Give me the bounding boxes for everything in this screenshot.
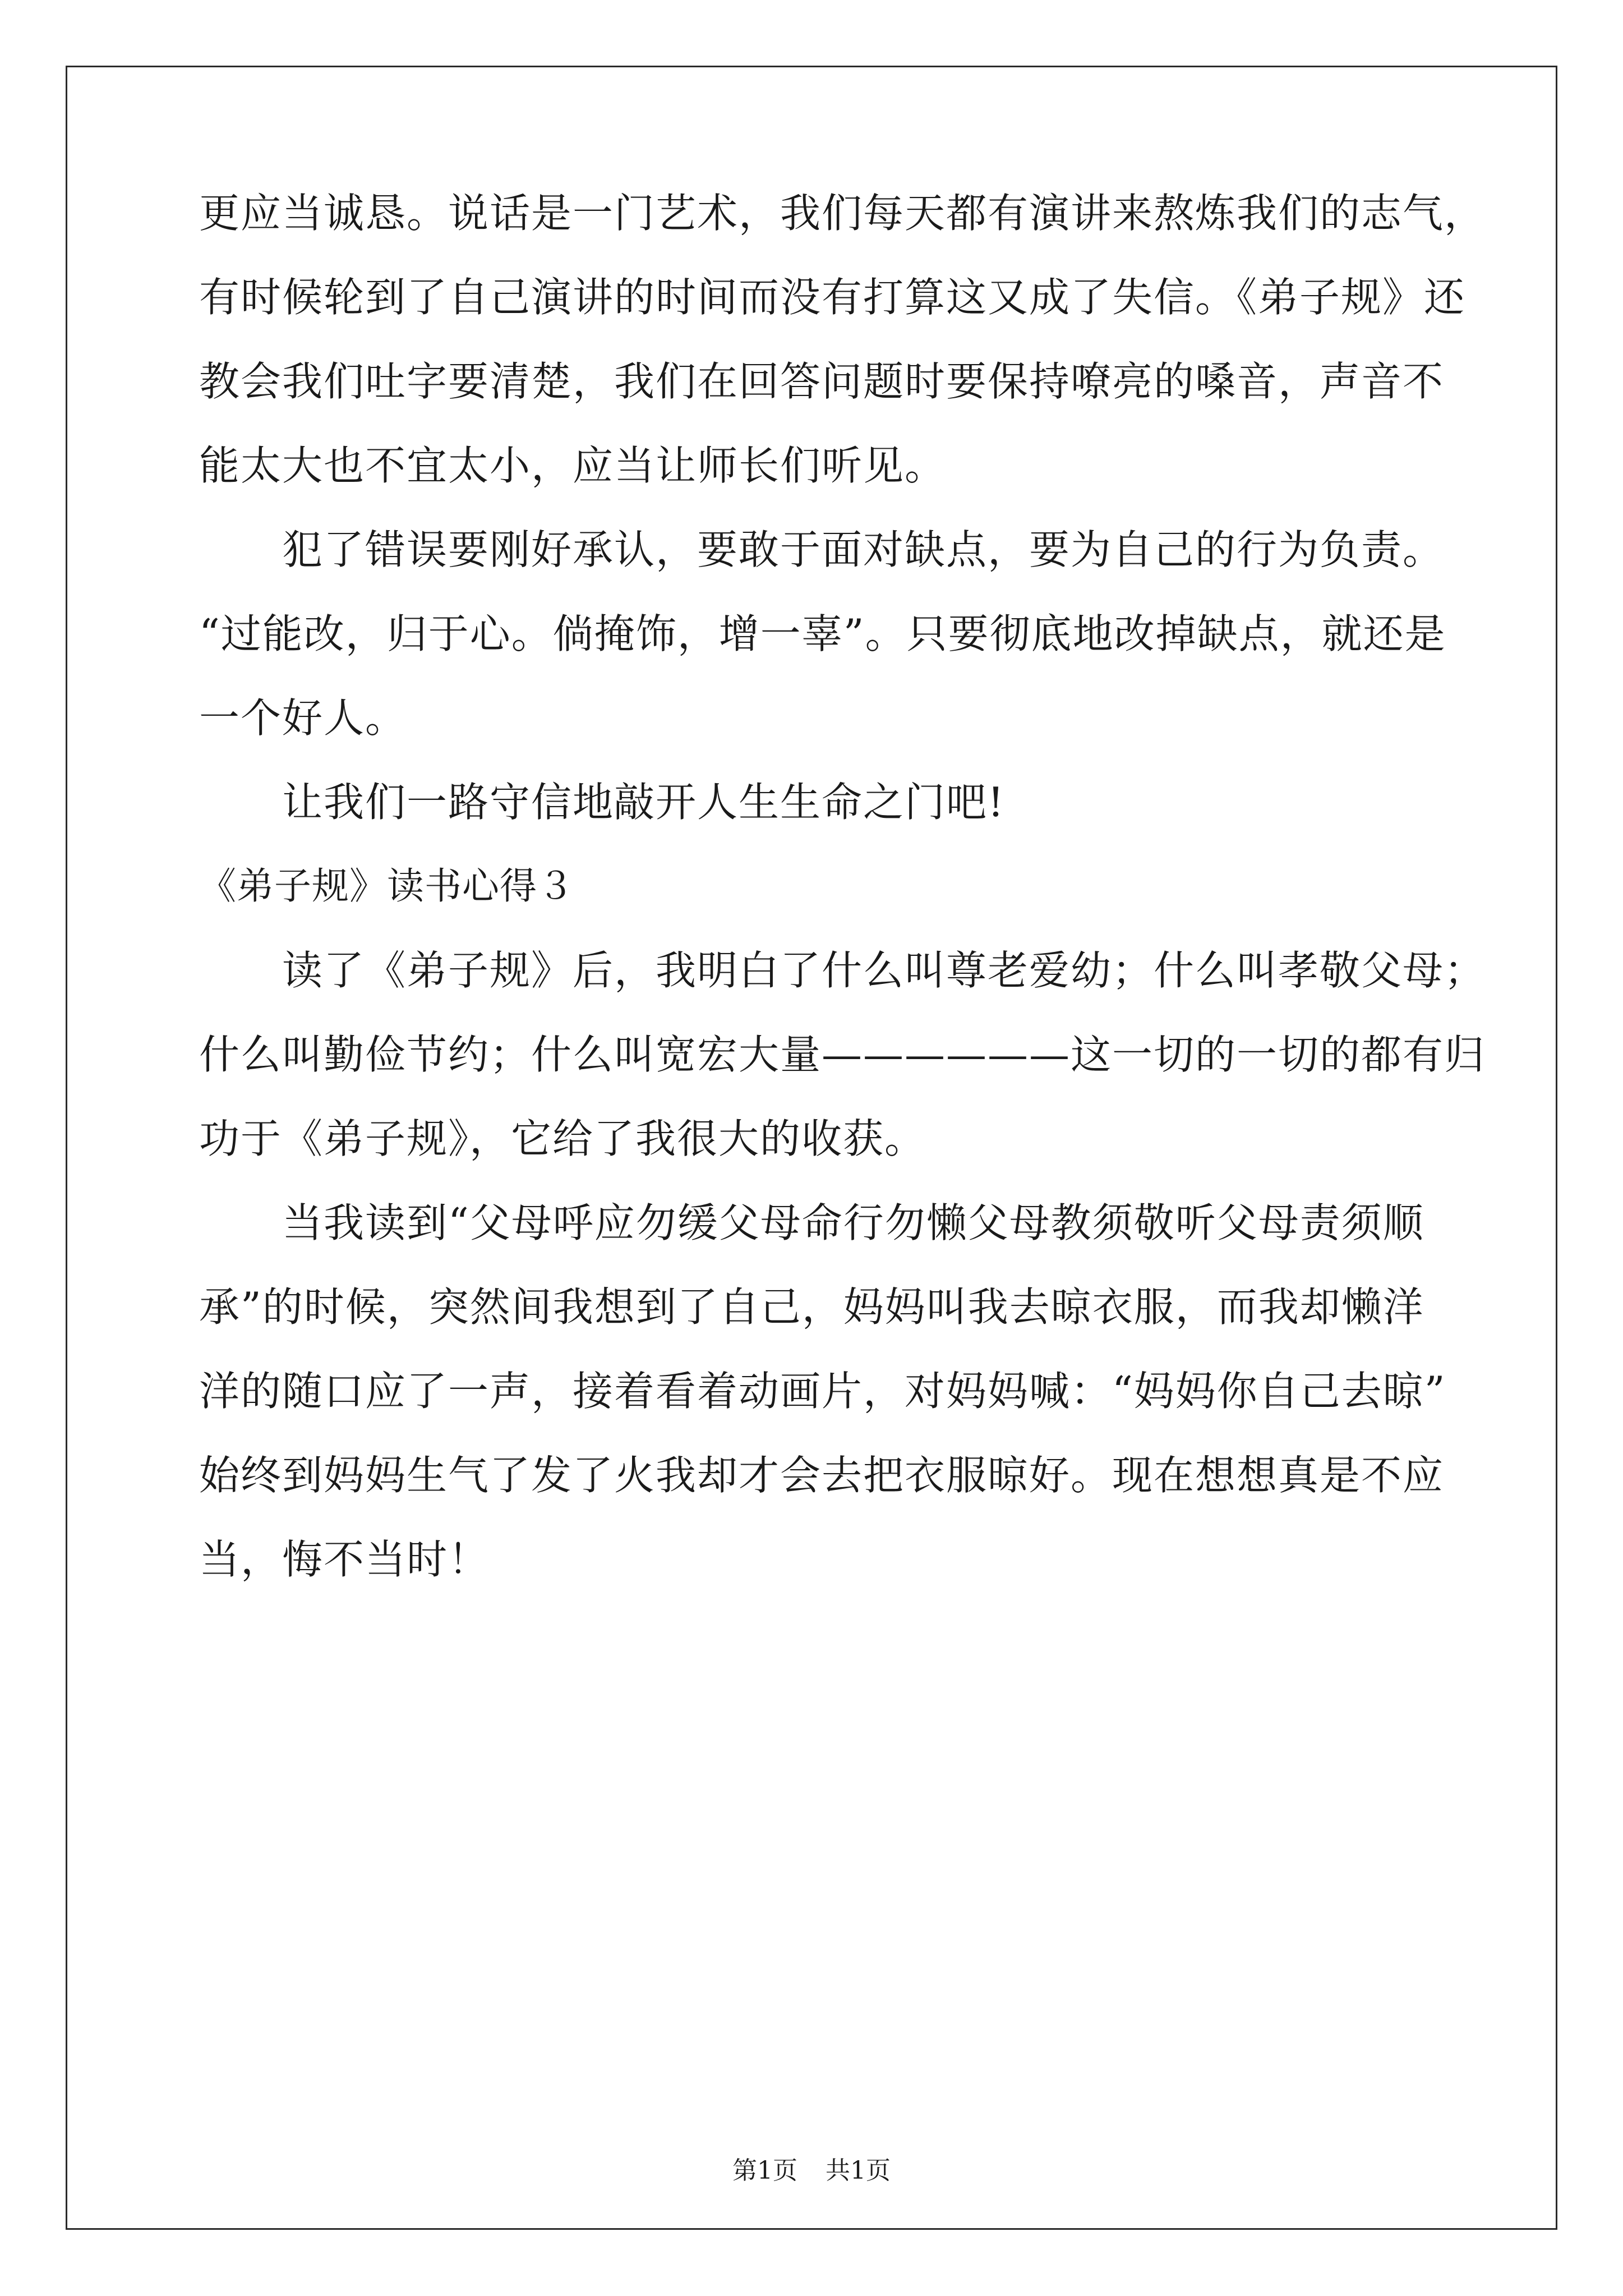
page-number: 第1页 [732, 2156, 797, 2185]
text-line: 有时候轮到了自己演讲的时间而没有打算这又成了失信。《弟子规》还 [199, 274, 1466, 321]
text-line: 教会我们吐字要清楚，我们在回答问题时要保持嘹亮的嗓音，声音不 [199, 358, 1445, 405]
text-line: “过能改，归于心。倘掩饰，增一辜”。只要彻底地改掉缺点，就还是 [199, 610, 1446, 657]
text-line: 当，悔不当时！ [199, 1536, 490, 1583]
text-line: 读了《弟子规》后，我明白了什么叫尊老爱幼；什么叫孝敬父母； [282, 947, 1486, 994]
text-line: 能太大也不宜太小，应当让师长们听见。 [199, 442, 947, 489]
text-line: 更应当诚恳。说话是一门艺术，我们每天都有演讲来熬炼我们的志气， [199, 190, 1486, 237]
page-footer [0, 2154, 1623, 2188]
section-heading: 《弟子规》读书心得３ [199, 864, 575, 908]
text-line: 什么叫勤俭节约；什么叫宽宏大量——————这一切的一切的都有归 [199, 1031, 1486, 1078]
text-line: 犯了错误要刚好承认，要敢于面对缺点，要为自己的行为负责。 [282, 526, 1445, 573]
text-line: 一个好人。 [199, 694, 407, 742]
text-line: 功于《弟子规》，它给了我很大的收获。 [199, 1115, 926, 1162]
text-line: 洋的随口应了一声，接着看着动画片，对妈妈喊：“妈妈你自己去晾” [199, 1368, 1446, 1415]
text-line: 承”的时候，突然间我想到了自己，妈妈叫我去晾衣服，而我却懒洋 [199, 1283, 1424, 1331]
text-line: 当我读到“父母呼应勿缓父母命行勿懒父母教须敬听父母责须顺 [282, 1199, 1424, 1246]
text-line: 始终到妈妈生气了发了火我却才会去把衣服晾好。现在想想真是不应 [199, 1452, 1445, 1499]
page-total: 共1页 [826, 2156, 891, 2185]
text-line: 让我们一路守信地敲开人生生命之门吧! [282, 779, 1005, 826]
